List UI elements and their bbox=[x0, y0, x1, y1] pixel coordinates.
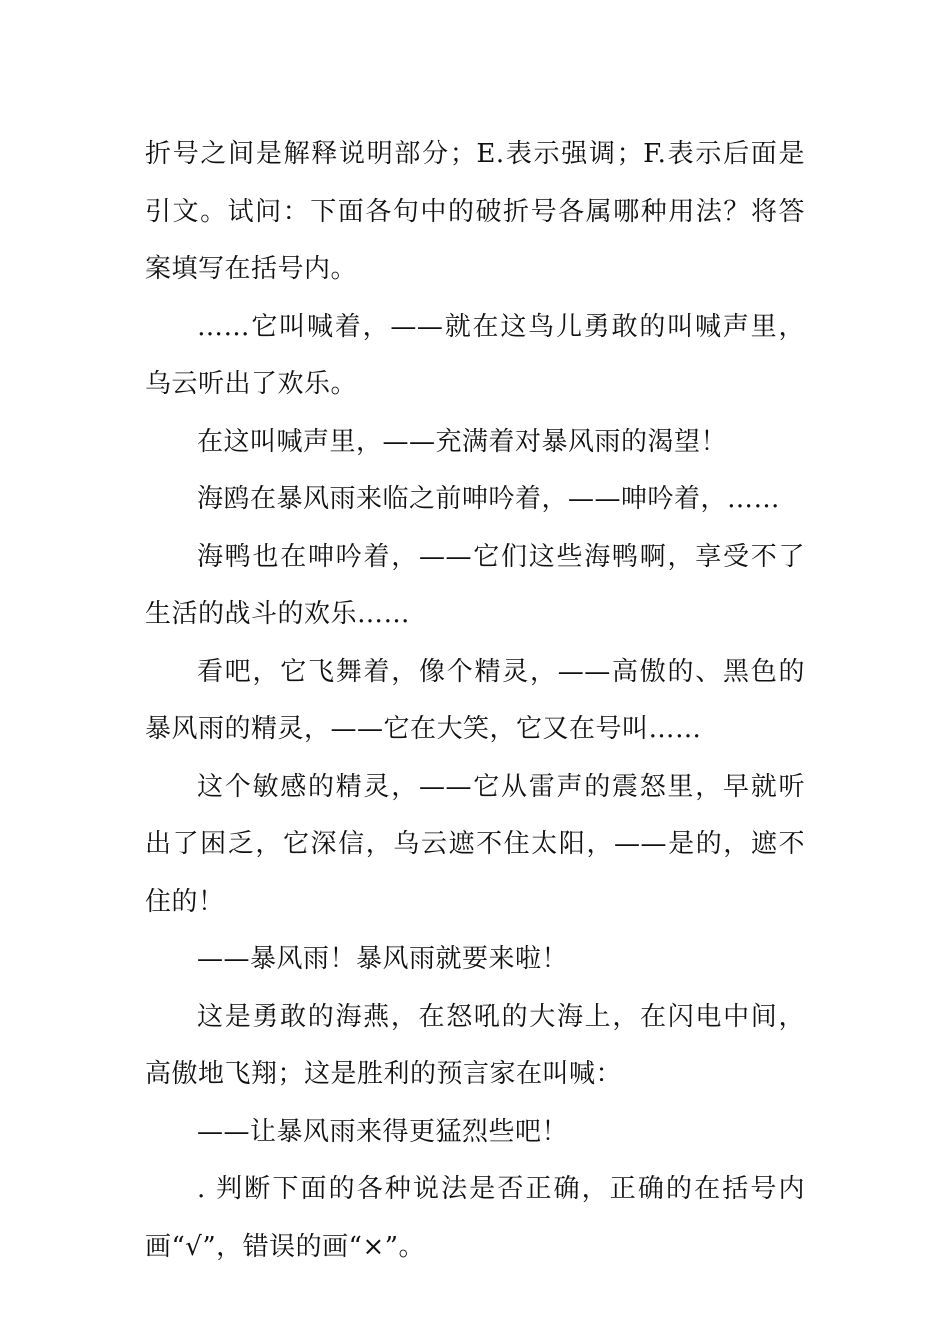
paragraph-sentence-1: ……它叫喊着，——就在这鸟儿勇敢的叫喊声里，乌云听出了欢乐。 bbox=[145, 311, 805, 399]
paragraph-sentence-8: 这是勇敢的海燕，在怒吼的大海上，在闪电中间，高傲地飞翔；这是胜利的预言家在叫喊： bbox=[145, 1001, 805, 1089]
paragraph-sentence-3: 海鸥在暴风雨来临之前呻吟着，——呻吟着，…… bbox=[197, 484, 781, 514]
paragraph-sentence-7: ——暴风雨！暴风雨就要来啦！ bbox=[197, 944, 569, 974]
paragraph-dash-usage-intro: 折号之间是解释说明部分；E.表示强调；F.表示后面是引文。试问：下面各句中的破折号各属哪种用法？将答案填写在括号内。 bbox=[145, 139, 805, 284]
paragraph-sentence-9: ——让暴风雨来得更猛烈些吧！ bbox=[197, 1116, 569, 1147]
paragraph-sentence-4: 海鸭也在呻吟着，——它们这些海鸭啊，享受不了生活的战斗的欢乐…… bbox=[145, 541, 805, 629]
paragraph-sentence-6: 这个敏感的精灵，——它从雷声的震怒里，早就听出了困乏，它深信，乌云遮不住太阳，——是的，遮不住的！ bbox=[145, 771, 805, 917]
paragraph-judgement-question: . 判断下面的各种说法是否正确，正确的在括号内画“√”，错误的画“×”。 bbox=[145, 1174, 805, 1262]
paragraph-sentence-5: 看吧，它飞舞着，像个精灵，——高傲的、黑色的暴风雨的精灵，——它在大笑，它又在号叫…… bbox=[145, 656, 805, 744]
paragraph-sentence-2: 在这叫喊声里，——充满着对暴风雨的渴望！ bbox=[197, 426, 728, 457]
document-body bbox=[145, 126, 805, 1276]
